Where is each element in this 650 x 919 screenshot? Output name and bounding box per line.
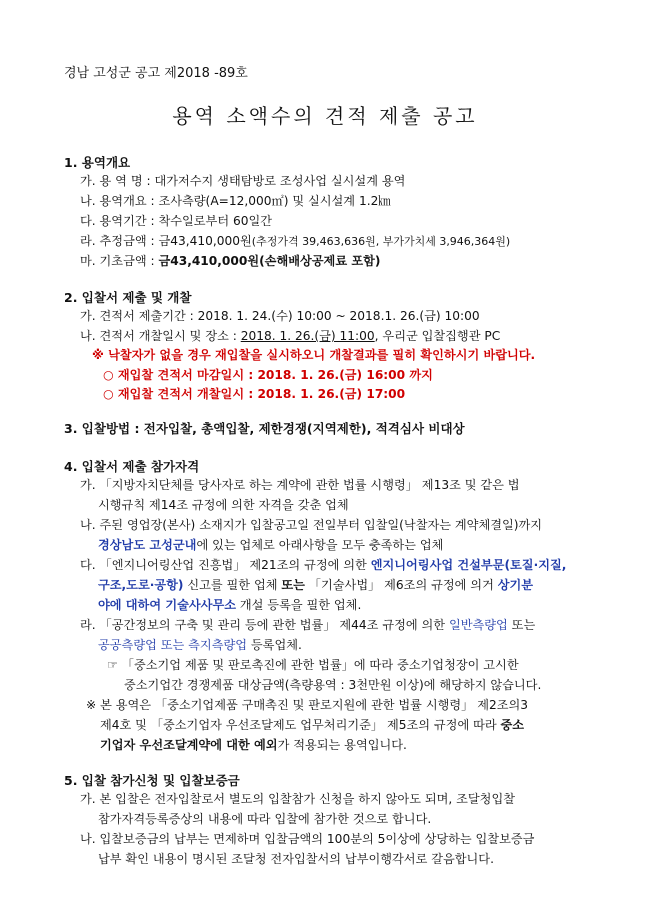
s4-note-f-line2 (100, 716, 524, 733)
s4-f-text2: 가 적용되는 용역입니다. (277, 738, 407, 752)
section-4-heading: 4. 입찰서 제출 참가자격 (64, 459, 200, 474)
s1-item-name: 가. 용 역 명 : 대가저수지 생태탐방로 조성사업 실시설계 용역 (80, 174, 406, 188)
s4-qual-d-line2 (98, 636, 302, 653)
s1-item-estimate (80, 232, 510, 249)
s4-c-text3: 「기술사법」 제6조의 규정에 의거 (304, 578, 498, 592)
s2-opening-place: , 우리군 입찰집행관 PC (374, 329, 501, 343)
s4-qual-b-line2 (98, 536, 443, 553)
s5-b-line1: 나. 입찰보증금의 납부는 면제하며 입찰금액의 100분의 5이상에 상당하는 입찰보증금 (80, 832, 535, 846)
s4-d-or: 또는 (507, 618, 536, 632)
s4-note-f-line1: ※ 본 용역은 「중소기업제품 구매촉진 및 판로지원에 관한 법률 시행령」 제2조의3 (86, 698, 529, 712)
s5-a-line2: 참가자격등록증상의 내용에 따라 입찰에 참가한 것으로 합니다. (98, 812, 432, 826)
s1-estimate-text: 라. 추정금액 : 금43,410,000원 (80, 234, 252, 248)
s4-region-rest: 에 있는 업체로 아래사항을 모두 충족하는 업체 (196, 538, 444, 552)
s4-f-bold: 중소 (500, 718, 525, 732)
s5-a-line1: 가. 본 입찰은 전자입찰로서 별도의 입찰참가 신청을 하지 않아도 되며, 조달청입찰 (80, 792, 516, 806)
s4-qual-a-line1: 가. 「지방자치단체를 당사자로 하는 계약에 관한 법률 시행령」 제13조 및 같은 법 (80, 478, 520, 492)
s4-c-field: 엔지니어링사업 건설부문(토질·지질, (370, 558, 567, 572)
s4-c-field-cont: 구조,도로·공항) (98, 578, 184, 592)
s2-rebid-notice: ※ 낙찰자가 없을 경우 재입찰을 실시하오니 개찰결과를 필히 확인하시기 바랍니다. (92, 348, 536, 362)
s4-f-text: 제4호 및 「중소기업자 우선조달제도 업무처리기준」 제5조의 규정에 따라 (100, 718, 501, 732)
s4-qual-c-line1 (80, 556, 566, 573)
s4-c-text: 다. 「엔지니어링산업 진흥법」 제21조의 규정에 의한 (80, 558, 371, 572)
announcement-number: 경남 고성군 공고 제2018 -89호 (64, 66, 248, 81)
section-1-heading: 1. 용역개요 (64, 155, 131, 170)
s1-base-label: 마. 기초금액 : (80, 254, 159, 268)
s4-qual-b-line1: 나. 주된 영업장(본사) 소재지가 입찰공고일 전일부터 입찰일(낙찰자는 계약체결일)까지 (80, 518, 543, 532)
s4-qual-a-line2: 시행규칙 제14조 규정에 의한 자격을 갖춘 업체 (98, 498, 349, 512)
s2-submission-period: 가. 견적서 제출기간 : 2018. 1. 24.(수) 10:00 ~ 2018.1. 26.(금) 10:00 (80, 309, 480, 323)
s4-note-e-line1: ☞ 「중소기업 제품 및 판로촉진에 관한 법률」에 따라 중소기업청장이 고시한 (107, 658, 519, 672)
s4-note-f-line3 (100, 736, 407, 753)
s4-qual-c-line2 (98, 576, 533, 593)
s2-rebid-deadline: ○ 재입찰 견적서 마감일시 : 2018. 1. 26.(금) 16:00 까지 (103, 368, 433, 382)
s4-c-text4: 개설 등록을 필한 업체. (236, 598, 362, 612)
s1-base-amount: 금43,410,000원(손해배상공제료 포함) (158, 254, 381, 268)
s5-b-line2: 납부 확인 내용이 명시된 조달청 전자입찰서의 납부이행각서로 갈음합니다. (98, 852, 494, 866)
s4-c-text2: 신고를 필한 업체 (183, 578, 282, 592)
s4-d-survey2: 공공측량업 또는 측지측량업 (98, 638, 248, 652)
document-title: 용역 소액수의 견적 제출 공고 (172, 104, 478, 128)
s4-note-e-line2: 중소기업간 경쟁제품 대상금액(측량용역 : 3천만원 이상)에 해당하지 않습니다. (124, 678, 542, 692)
s4-d-survey1: 일반측량업 (448, 618, 508, 632)
s4-d-text2: 등록업체. (247, 638, 302, 652)
s4-f-bold2: 기업자 우선조달계약에 대한 예외 (100, 738, 278, 752)
s4-region: 경상남도 고성군내 (98, 538, 197, 552)
s4-qual-c-line3 (98, 596, 361, 613)
s2-opening-label: 나. 견적서 개찰일시 및 장소 : (80, 329, 241, 343)
s1-item-overview: 나. 용역개요 : 조사측량(A=12,000㎡) 및 실시설계 1.2㎞ (80, 194, 391, 208)
section-2-heading: 2. 입찰서 제출 및 개찰 (64, 290, 192, 305)
s2-rebid-opening: ○ 재입찰 견적서 개찰일시 : 2018. 1. 26.(금) 17:00 (103, 387, 406, 401)
s4-c-field2-cont: 야에 대하여 기술사사무소 (98, 598, 236, 612)
s4-c-field2: 상기분 (497, 578, 534, 592)
s1-estimate-detail: (추정가격 39,463,636원, 부가가치세 3,946,364원) (251, 235, 511, 248)
s1-item-period: 다. 용역기간 : 착수일로부터 60일간 (80, 214, 273, 228)
section-3-heading: 3. 입찰방법 : 전자입찰, 총액입찰, 제한경쟁(지역제한), 적격심사 비대상 (64, 421, 465, 436)
section-5-heading: 5. 입찰 참가신청 및 입찰보증금 (64, 773, 240, 788)
s2-opening-date (80, 327, 500, 344)
s4-c-or: 또는 (281, 578, 305, 592)
s4-d-text: 라. 「공간정보의 구축 및 관리 등에 관한 법률」 제44조 규정에 의한 (80, 618, 449, 632)
s1-item-base-price (80, 252, 380, 269)
s4-qual-d-line1 (80, 616, 535, 633)
s2-opening-datetime: 2018. 1. 26.(금) 11:00 (240, 329, 375, 343)
